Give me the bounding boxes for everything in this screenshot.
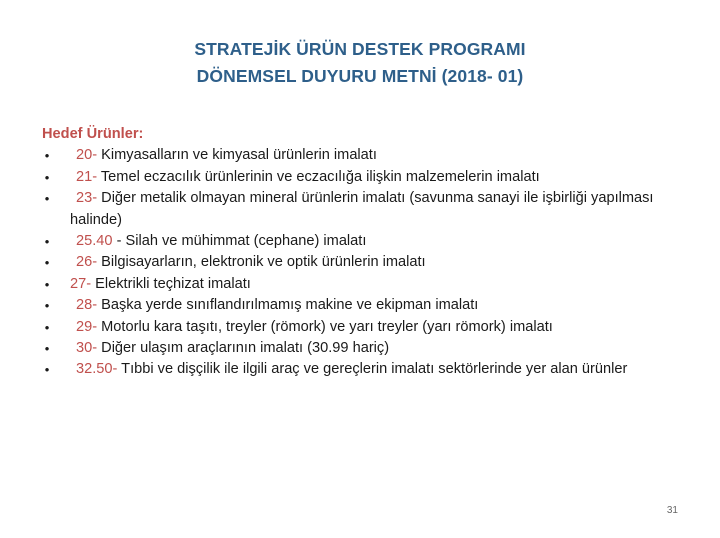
item-text: Temel eczacılık ürünlerinin ve eczacılığa ilişkin malzemelerin imalatı (97, 168, 540, 185)
title-line-1: STRATEJİK ÜRÜN DESTEK PROGRAMI (194, 39, 526, 59)
bullet-icon: • (44, 191, 50, 207)
bullet-icon: • (44, 148, 50, 164)
bullet-icon: • (44, 362, 50, 378)
item-code: 28- (76, 297, 98, 314)
item-text: Başka yerde sınıflandırılmamış makine ve ekipman imalatı (97, 297, 479, 314)
list-item (42, 231, 678, 252)
bullet-icon: • (44, 169, 50, 185)
item-text: Elektrikli teçhizat imalatı (91, 275, 251, 292)
list-item (42, 145, 678, 166)
bullet-icon: • (44, 341, 50, 357)
item-code: 21- (76, 168, 98, 185)
list-item (42, 359, 678, 380)
item-text: Bilgisayarların, elektronik ve optik ürünlerin imalatı (97, 254, 426, 271)
section-heading: Hedef Ürünler: (42, 126, 144, 142)
list-item (42, 338, 678, 359)
bullet-icon: • (44, 234, 50, 250)
bullet-icon: • (44, 298, 50, 314)
list-item (42, 252, 678, 273)
list-item (42, 295, 678, 316)
content-body (42, 124, 678, 381)
item-code: 27- (70, 275, 92, 292)
item-code: 23- (76, 190, 98, 207)
page-number: 31 (666, 505, 678, 516)
item-text: Diğer ulaşım araçlarının imalatı (30.99 hariç) (97, 340, 390, 357)
item-code: 30- (76, 340, 98, 357)
item-text: Diğer metalik olmayan mineral ürünlerin imalatı (savunma sanayi ile işbirliği yapılması halinde) (70, 190, 654, 228)
item-code: 25.40 (76, 233, 113, 250)
item-code: 32.50- (76, 361, 118, 378)
list-item (42, 188, 678, 231)
bullet-icon: • (44, 255, 50, 271)
bullet-icon: • (44, 276, 50, 292)
item-code: 26- (76, 254, 98, 271)
list-item (42, 274, 678, 295)
bullet-icon: • (44, 319, 50, 335)
item-text: Motorlu kara taşıtı, treyler (römork) ve yarı treyler (yarı römork) imalatı (97, 318, 553, 335)
item-text: Tıbbi ve dişçilik ile ilgili araç ve gereçlerin imalatı sektörlerinde yer alan ürünler (117, 361, 628, 378)
item-code: 29- (76, 318, 98, 335)
list-item (42, 167, 678, 188)
item-text: - Silah ve mühimmat (cephane) imalatı (112, 233, 367, 250)
list-item (42, 317, 678, 338)
slide-title (0, 36, 720, 90)
item-code: 20- (76, 147, 98, 164)
title-line-2: DÖNEMSEL DUYURU METNİ (2018- 01) (196, 66, 524, 86)
product-list (42, 145, 678, 380)
item-text: Kimyasalların ve kimyasal ürünlerin imalatı (97, 147, 377, 164)
